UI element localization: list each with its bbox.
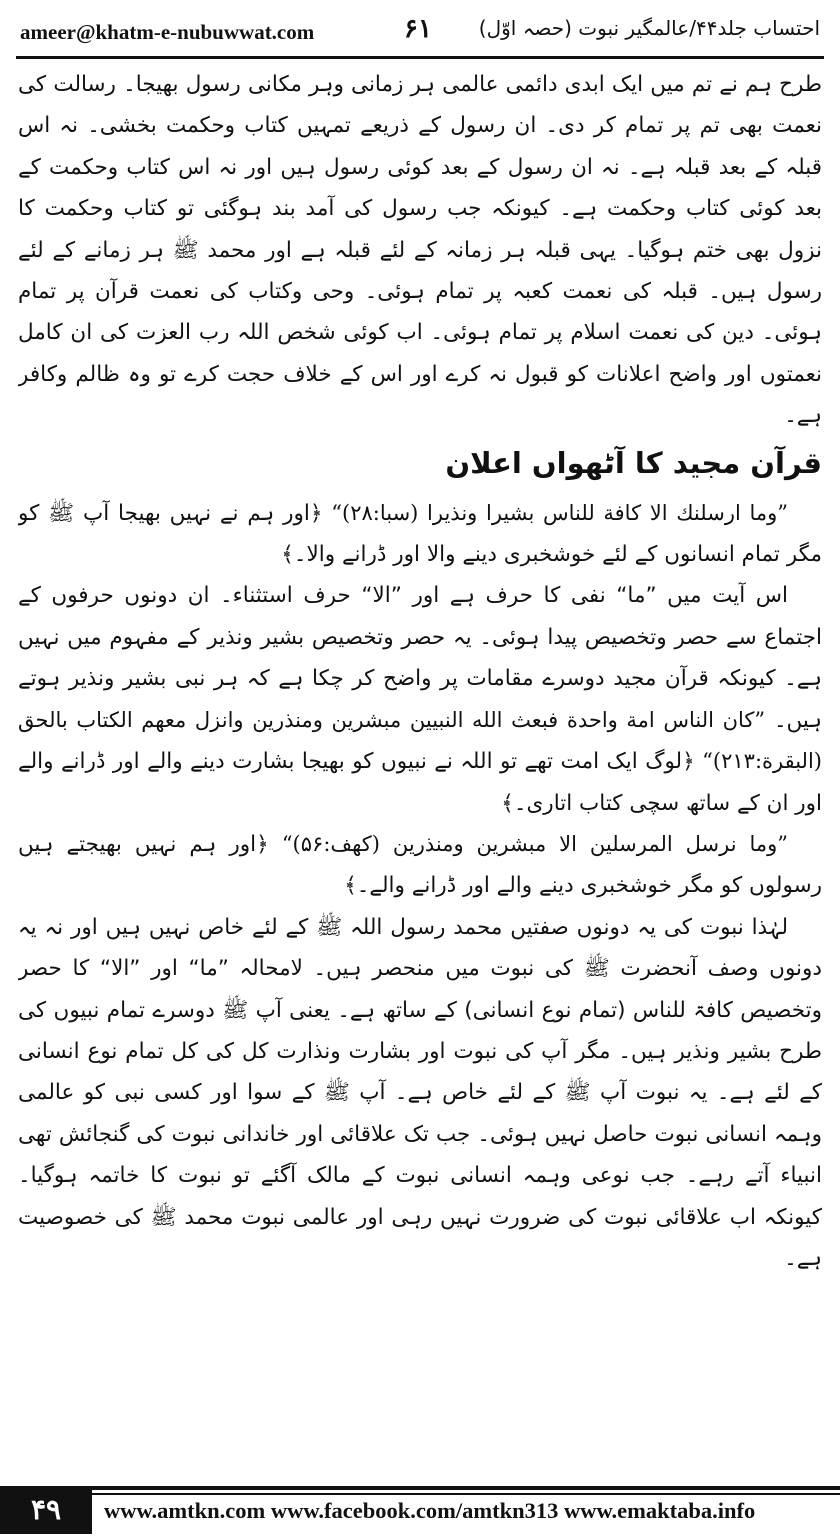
verse-translation-kahf: ﴿اور ہم نہیں بھیجتے ہیں رسولوں کو مگر خوشخبری دینے والے اور ڈرانے والے۔﴾ <box>18 831 822 899</box>
page-content <box>18 64 822 1444</box>
paragraph-intro: طرح ہم نے تم میں ایک ابدی دائمی عالمی ہر زمانی وہر مکانی رسول بھیجا۔ رسالت کی نعمت بھی تم پر تمام کر دی۔ ان رسول کے ذریعے تمہیں کتاب وحکمت بخشی۔ نہ اس قبلہ کے بعد قبلہ ہے۔ نہ ان رسول کے بعد کوئی رسول ہیں اور نہ اس کتاب وحکمت کے بعد کوئی کتاب وحکمت ہے۔ کیونکہ جب رسول کی آمد بند ہوگئی تو کتاب وحکمت کا نزول بھی ختم ہوگیا۔ یہی قبلہ ہر زمانہ کے لئے قبلہ ہے اور محمد ﷺ ہر زمانے کے لئے رسول ہیں۔ قبلہ کی نعمت کعبہ پر تمام ہوئی۔ وحی وکتاب کی نعمت قرآن پر تمام ہوئی۔ دین کی نعمت اسلام پر تمام ہوئی۔ اب کوئی شخص اللہ رب العزت کی ان کامل نعمتوں اور واضح اعلانات کو قبول نہ کرے اور اس کے خلاف حجت کرے تو وہ ظالم وکافر ہے۔ <box>18 72 822 429</box>
header-book-title: احتساب جلد۴۴/عالمگیر نبوت (حصہ اوّل) <box>478 16 820 40</box>
verse-arabic-kahf: ”وما نرسل المرسلين الا مبشرين ومنذرين (كهف:۵۶)“ <box>281 831 788 856</box>
footer-rule-thin <box>92 1493 840 1495</box>
verse-translation-saba: ﴿اور ہم نے نہیں بھیجا آپ ﷺ کو مگر تمام انسانوں کے لئے خوشخبری دینے والا اور ڈرانے والا۔﴾ <box>18 500 822 568</box>
page-header <box>16 8 824 59</box>
section-heading: قرآن مجید کا آٹھواں اعلان <box>445 445 822 480</box>
verse-block-kahf <box>18 824 822 907</box>
footer-rule-thick <box>92 1486 840 1490</box>
verse-arabic-baqara: ”كان الناس امة واحدة فبعث الله النبيين مبشرين ومنذرين وانزل معهم الكتاب بالحق (البقرة:۲۱۳)“ <box>18 707 822 774</box>
verse-translation-baqara: ﴿لوگ ایک امت تھے تو اللہ نے نبیوں کو بھیجا بشارت دینے والے اور ڈرانے والے اور ان کے ساتھ سچی کتاب اتاری۔﴾ <box>18 749 822 816</box>
footer-links[interactable]: www.amtkn.com www.facebook.com/amtkn313 www.emaktaba.info <box>104 1498 756 1523</box>
analysis-text: اس آیت میں ”ما“ نفی کا حرف ہے اور ”الا“ حرف استثناء۔ ان دونوں حرفوں کے اجتماع سے حصر وتخصیص پیدا ہوئی۔ یہ حصر وتخصیص بشیر ونذیر کے مفہوم میں نہیں ہے۔ کیونکہ قرآن مجید دوسرے مقامات پر واضح کر چکا ہے کہ ہر نبی بشیر ونذیر ہوتے ہیں۔ <box>18 583 822 733</box>
verse-arabic-saba: ”وما ارسلنك الا كافة للناس بشيرا ونذيرا (سبا:۲۸)“ <box>331 500 788 525</box>
footer-page-number: ۴۹ <box>0 1486 92 1534</box>
verse-block-saba <box>18 493 822 576</box>
header-email[interactable]: ameer@khatm-e-nubuwwat.com <box>20 20 315 44</box>
header-page-number: ۶۱ <box>404 14 432 44</box>
paragraph-analysis <box>18 575 822 823</box>
paragraph-conclusion: لہٰذا نبوت کی یہ دونوں صفتیں محمد رسول اللہ ﷺ کے لئے خاص نہیں ہیں اور نہ یہ دونوں وصف آنحضرت ﷺ کی نبوت میں منحصر ہیں۔ لامحالہ ”ما“ اور ”الا“ کا حصر وتخصیص کافۃ للناس (تمام نوع انسانی) کے ساتھ ہے۔ یعنی آپ ﷺ دوسرے تمام نبیوں کی طرح بشیر ونذیر ہیں۔ مگر آپ کی نبوت اور بشارت ونذارت کل کی کل تمام نوع انسانی کے لئے ہے۔ یہ نبوت آپ ﷺ کے لئے خاص ہے۔ آپ ﷺ کے سوا اور کسی نبی کو عالمی وہمہ انسانی نبوت حاصل نہیں ہوئی۔ جب تک علاقائی اور خاندانی نبوت کی گنجائش تھی انبیاء آتے رہے۔ جب نوعی وہمہ انسانی نبوت کے مالک آگئے تو نبوت کا خاتمہ ہوگیا۔ کیونکہ اب علاقائی نبوت کی ضرورت نہیں رہی اور عالمی نبوت محمد ﷺ کی خصوصیت ہے۔ <box>18 914 822 1271</box>
page-footer <box>0 1478 840 1540</box>
